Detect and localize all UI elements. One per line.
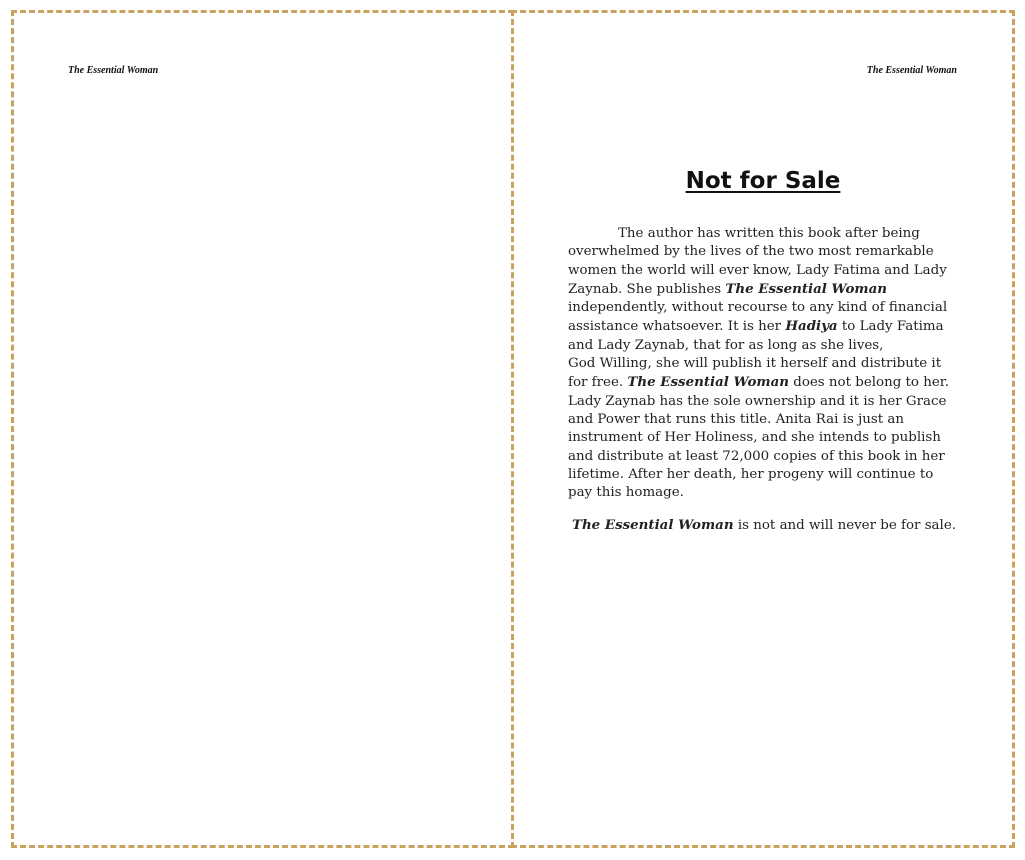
closing-line — [568, 516, 960, 535]
running-head-left: The Essential Woman — [68, 65, 159, 76]
body-text — [568, 225, 960, 536]
section-title: Not for Sale — [685, 168, 841, 194]
left-page — [11, 10, 514, 848]
running-head-right: The Essential Woman — [866, 65, 957, 76]
paragraph-sentence-3a: to Lady Fatima and Lady Zaynab, that for as long as she lives, — [568, 319, 944, 353]
closing-book-title: The Essential Woman — [571, 517, 734, 534]
book-title-emphasis-1: The Essential Woman — [725, 280, 887, 297]
paragraph-sentence-4: does not belong to her. Lady Zaynab has the sole ownership and it is her Grace and Power that runs this title. Anita Rai is just an instrument of Her Holiness, and she intends to publish and distribute at least 72,000 copies of this book in her lifetime. After her death, her progeny will continue to pay this homage. — [568, 375, 949, 501]
paragraph-sentence-1: The author has written this book after being overwhelmed by the lives of the two most remarkable women the world will ever know, Lady Fatima and Lady Zaynab. She publishes — [568, 226, 947, 297]
closing-text: is not and will never be for sale. — [737, 518, 957, 534]
hadiya-emphasis: Hadiya — [785, 318, 838, 335]
main-paragraph — [568, 225, 960, 502]
paragraph-sentence-3b: God Willing, she will publish it herself and distribute it for free. — [568, 356, 942, 391]
paragraph-sentence-2: independently, without recourse to any kind of financial assistance whatsoever. It is her — [568, 300, 948, 335]
right-page — [511, 10, 1015, 848]
book-title-emphasis-2: The Essential Woman — [627, 374, 789, 391]
